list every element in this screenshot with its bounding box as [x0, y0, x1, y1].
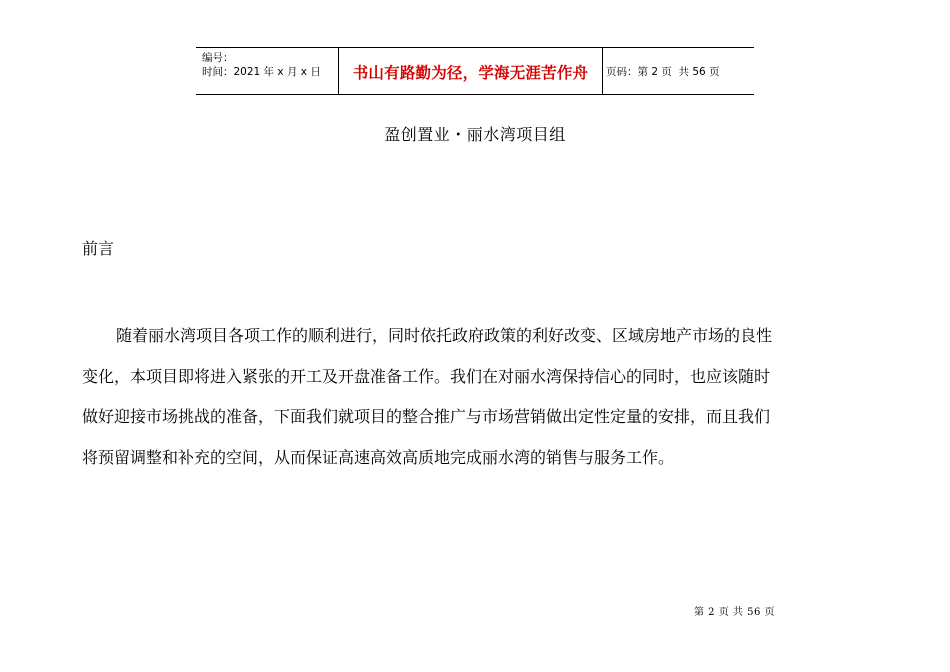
paragraph-line: 做好迎接市场挑战的准备，下面我们就项目的整合推广与市场营销做出定性定量的安排，而且我们	[82, 407, 771, 426]
paragraph-line: 将预留调整和补充的空间，从而保证高速高效高质地完成丽水湾的销售与服务工作。	[82, 447, 675, 467]
header-page-number	[606, 48, 720, 95]
section-heading: 前言	[82, 239, 115, 258]
body-paragraph	[82, 316, 872, 478]
footer-page-number: 第 2 页 共 56 页	[694, 607, 775, 618]
header-divider	[602, 48, 603, 95]
paragraph-line: 变化，本项目即将进入紧张的开工及开盘准备工作。我们在对丽水湾保持信心的同时，也应该随时	[82, 366, 771, 386]
header-date: 时间：2021 年 x 月 x 日	[202, 66, 321, 78]
header-table	[196, 47, 754, 95]
document-title: 盈创置业・丽水湾项目组	[384, 125, 566, 144]
paragraph-line: 随着丽水湾项目各项工作的顺利进行，同时依托政府政策的利好改变、区域房地产市场的良性	[116, 326, 773, 345]
header-page-label: 页码：第 2 页 共 56 页	[606, 66, 720, 78]
header-motto: 书山有路勤为径，学海无涯苦作舟	[352, 63, 589, 82]
header-number-label: 编号：	[202, 52, 234, 64]
header-meta	[202, 51, 321, 79]
